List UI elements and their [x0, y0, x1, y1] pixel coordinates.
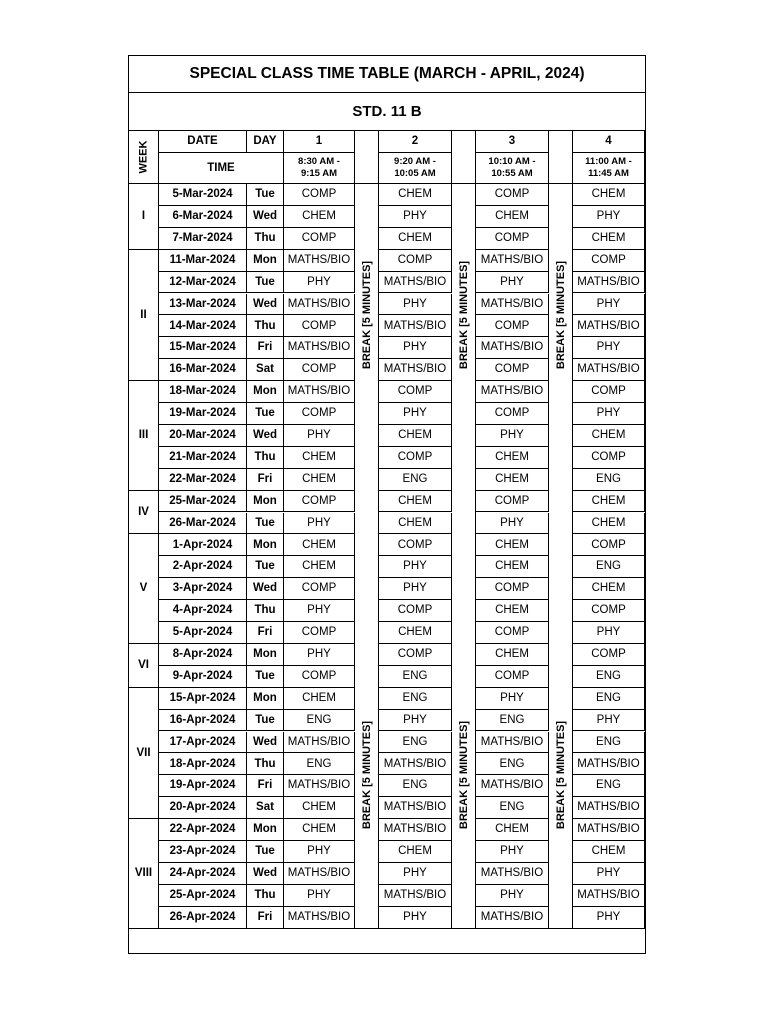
date-cell: 23-Apr-2024: [159, 841, 247, 863]
subject-cell: PHY: [379, 578, 452, 600]
subject-cell: COMP: [379, 447, 452, 469]
subject-cell: ENG: [573, 732, 645, 754]
subject-cell: CHEM: [476, 447, 549, 469]
subject-cell: PHY: [573, 622, 645, 644]
subject-cell: PHY: [284, 425, 355, 447]
day-cell: Thu: [247, 315, 284, 337]
subject-cell: MATHS/BIO: [379, 315, 452, 337]
subject-cell: COMP: [284, 228, 355, 250]
date-cell: 3-Apr-2024: [159, 578, 247, 600]
day-cell: Wed: [247, 863, 284, 885]
subject-cell: ENG: [573, 775, 645, 797]
subject-cell: COMP: [573, 534, 645, 556]
subject-cell: MATHS/BIO: [476, 775, 549, 797]
subject-cell: CHEM: [573, 425, 645, 447]
period-4-time: 11:00 AM - 11:45 AM: [573, 153, 645, 184]
subject-cell: MATHS/BIO: [284, 337, 355, 359]
week-label: I: [129, 184, 159, 250]
subject-cell: PHY: [573, 907, 645, 929]
subject-cell: PHY: [284, 841, 355, 863]
break-label: BREAK [5 MINUTES]: [458, 721, 471, 830]
subject-cell: COMP: [476, 184, 549, 206]
subject-cell: CHEM: [284, 206, 355, 228]
subject-cell: COMP: [573, 381, 645, 403]
subject-cell: COMP: [476, 315, 549, 337]
date-cell: 5-Mar-2024: [159, 184, 247, 206]
subject-cell: PHY: [573, 206, 645, 228]
subject-cell: MATHS/BIO: [573, 797, 645, 819]
subject-cell: MATHS/BIO: [284, 907, 355, 929]
subject-cell: COMP: [379, 250, 452, 272]
subject-cell: COMP: [379, 534, 452, 556]
subject-cell: MATHS/BIO: [573, 315, 645, 337]
page-title: SPECIAL CLASS TIME TABLE (MARCH - APRIL, 2024): [129, 56, 645, 93]
day-cell: Tue: [247, 841, 284, 863]
day-cell: Fri: [247, 622, 284, 644]
day-cell: Fri: [247, 775, 284, 797]
week-label: VIII: [129, 819, 159, 929]
subject-cell: MATHS/BIO: [573, 885, 645, 907]
subject-cell: PHY: [573, 294, 645, 316]
day-cell: Wed: [247, 578, 284, 600]
subject-cell: CHEM: [379, 425, 452, 447]
week-label: V: [129, 534, 159, 644]
day-cell: Mon: [247, 381, 284, 403]
subject-cell: CHEM: [476, 819, 549, 841]
subject-cell: ENG: [476, 710, 549, 732]
date-cell: 1-Apr-2024: [159, 534, 247, 556]
subject-cell: COMP: [284, 403, 355, 425]
date-cell: 13-Mar-2024: [159, 294, 247, 316]
day-cell: Mon: [247, 688, 284, 710]
date-cell: 15-Mar-2024: [159, 337, 247, 359]
week-label: VI: [129, 644, 159, 688]
subject-cell: CHEM: [573, 491, 645, 513]
break-label: BREAK [5 MINUTES]: [361, 261, 374, 370]
subject-cell: MATHS/BIO: [379, 885, 452, 907]
break-column-header: [355, 131, 379, 184]
subject-cell: PHY: [476, 425, 549, 447]
break-column-header: [452, 131, 476, 184]
period-4-header: 4: [573, 131, 645, 153]
subject-cell: MATHS/BIO: [379, 819, 452, 841]
subject-cell: CHEM: [284, 797, 355, 819]
subject-cell: COMP: [284, 315, 355, 337]
subject-cell: MATHS/BIO: [284, 863, 355, 885]
date-cell: 20-Mar-2024: [159, 425, 247, 447]
day-cell: Sat: [247, 359, 284, 381]
day-cell: Mon: [247, 644, 284, 666]
day-cell: Thu: [247, 228, 284, 250]
subject-cell: COMP: [284, 184, 355, 206]
time-header: TIME: [159, 153, 284, 184]
subject-cell: PHY: [476, 688, 549, 710]
date-cell: 2-Apr-2024: [159, 556, 247, 578]
subject-cell: CHEM: [379, 491, 452, 513]
subject-cell: COMP: [476, 491, 549, 513]
subject-cell: ENG: [573, 469, 645, 491]
subject-cell: CHEM: [573, 184, 645, 206]
subject-cell: CHEM: [284, 469, 355, 491]
date-cell: 11-Mar-2024: [159, 250, 247, 272]
subject-cell: MATHS/BIO: [476, 250, 549, 272]
subject-cell: PHY: [379, 907, 452, 929]
period-3-time: 10:10 AM - 10:55 AM: [476, 153, 549, 184]
date-cell: 19-Apr-2024: [159, 775, 247, 797]
day-cell: Fri: [247, 907, 284, 929]
subject-cell: MATHS/BIO: [476, 907, 549, 929]
subject-cell: COMP: [284, 359, 355, 381]
period-2-header: 2: [379, 131, 452, 153]
subject-cell: ENG: [573, 666, 645, 688]
day-cell: Mon: [247, 250, 284, 272]
date-cell: 22-Apr-2024: [159, 819, 247, 841]
subject-cell: PHY: [379, 337, 452, 359]
subject-cell: MATHS/BIO: [284, 294, 355, 316]
day-cell: Thu: [247, 885, 284, 907]
subject-cell: PHY: [379, 863, 452, 885]
date-cell: 18-Apr-2024: [159, 753, 247, 775]
subject-cell: PHY: [476, 885, 549, 907]
date-cell: 14-Mar-2024: [159, 315, 247, 337]
break-label: BREAK [5 MINUTES]: [555, 261, 568, 370]
subject-cell: PHY: [284, 513, 355, 535]
date-cell: 17-Apr-2024: [159, 732, 247, 754]
date-cell: 8-Apr-2024: [159, 644, 247, 666]
date-cell: 26-Apr-2024: [159, 907, 247, 929]
subject-cell: MATHS/BIO: [476, 294, 549, 316]
break-column-header: [549, 131, 573, 184]
subject-cell: CHEM: [573, 578, 645, 600]
subject-cell: MATHS/BIO: [379, 753, 452, 775]
subject-cell: PHY: [476, 272, 549, 294]
subject-cell: PHY: [379, 710, 452, 732]
subject-cell: ENG: [284, 753, 355, 775]
subject-cell: MATHS/BIO: [379, 797, 452, 819]
subject-cell: COMP: [476, 359, 549, 381]
subject-cell: MATHS/BIO: [379, 359, 452, 381]
day-cell: Thu: [247, 753, 284, 775]
subject-cell: CHEM: [476, 206, 549, 228]
subject-cell: ENG: [379, 732, 452, 754]
date-cell: 4-Apr-2024: [159, 600, 247, 622]
subject-cell: MATHS/BIO: [573, 753, 645, 775]
day-cell: Mon: [247, 534, 284, 556]
day-cell: Fri: [247, 469, 284, 491]
subject-cell: CHEM: [284, 556, 355, 578]
subject-cell: CHEM: [573, 513, 645, 535]
subject-cell: PHY: [379, 294, 452, 316]
subject-cell: ENG: [476, 797, 549, 819]
subject-cell: MATHS/BIO: [573, 359, 645, 381]
break-label: BREAK [5 MINUTES]: [555, 721, 568, 830]
day-cell: Wed: [247, 206, 284, 228]
date-cell: 24-Apr-2024: [159, 863, 247, 885]
subject-cell: PHY: [573, 337, 645, 359]
subject-cell: PHY: [476, 513, 549, 535]
subject-cell: PHY: [379, 403, 452, 425]
date-cell: 7-Mar-2024: [159, 228, 247, 250]
period-1-header: 1: [284, 131, 355, 153]
subject-cell: ENG: [573, 688, 645, 710]
subject-cell: CHEM: [379, 228, 452, 250]
date-cell: 22-Mar-2024: [159, 469, 247, 491]
table-footer-row: [129, 924, 645, 953]
day-cell: Wed: [247, 732, 284, 754]
day-cell: Mon: [247, 819, 284, 841]
date-cell: 26-Mar-2024: [159, 513, 247, 535]
date-cell: 20-Apr-2024: [159, 797, 247, 819]
class-subtitle: STD. 11 B: [129, 93, 645, 131]
day-cell: Tue: [247, 666, 284, 688]
day-cell: Tue: [247, 710, 284, 732]
subject-cell: ENG: [379, 775, 452, 797]
subject-cell: CHEM: [573, 228, 645, 250]
subject-cell: ENG: [379, 469, 452, 491]
subject-cell: CHEM: [284, 534, 355, 556]
day-header: DAY: [247, 131, 284, 153]
day-cell: Sat: [247, 797, 284, 819]
subject-cell: PHY: [573, 710, 645, 732]
subject-cell: ENG: [284, 710, 355, 732]
subject-cell: MATHS/BIO: [284, 732, 355, 754]
date-cell: 21-Mar-2024: [159, 447, 247, 469]
date-cell: 25-Mar-2024: [159, 491, 247, 513]
subject-cell: PHY: [284, 600, 355, 622]
subject-cell: PHY: [379, 556, 452, 578]
day-cell: Tue: [247, 403, 284, 425]
date-header: DATE: [159, 131, 247, 153]
day-cell: Wed: [247, 425, 284, 447]
subject-cell: CHEM: [379, 622, 452, 644]
break-label: BREAK [5 MINUTES]: [361, 721, 374, 830]
subject-cell: COMP: [476, 622, 549, 644]
date-cell: 12-Mar-2024: [159, 272, 247, 294]
date-cell: 5-Apr-2024: [159, 622, 247, 644]
day-cell: Mon: [247, 491, 284, 513]
week-label: II: [129, 250, 159, 381]
subject-cell: MATHS/BIO: [573, 272, 645, 294]
subject-cell: ENG: [573, 556, 645, 578]
date-cell: 9-Apr-2024: [159, 666, 247, 688]
period-2-time: 9:20 AM - 10:05 AM: [379, 153, 452, 184]
subject-cell: CHEM: [284, 447, 355, 469]
date-cell: 19-Mar-2024: [159, 403, 247, 425]
timetable-grid: [129, 56, 645, 953]
subject-cell: PHY: [573, 403, 645, 425]
day-cell: Tue: [247, 272, 284, 294]
subject-cell: PHY: [379, 206, 452, 228]
day-cell: Fri: [247, 337, 284, 359]
subject-cell: COMP: [284, 666, 355, 688]
subject-cell: COMP: [284, 578, 355, 600]
subject-cell: COMP: [573, 447, 645, 469]
date-cell: 16-Mar-2024: [159, 359, 247, 381]
subject-cell: MATHS/BIO: [573, 819, 645, 841]
subject-cell: COMP: [379, 600, 452, 622]
subject-cell: COMP: [573, 250, 645, 272]
day-cell: Tue: [247, 556, 284, 578]
week-header-label: WEEK: [137, 140, 150, 174]
subject-cell: PHY: [284, 644, 355, 666]
subject-cell: COMP: [476, 578, 549, 600]
date-cell: 16-Apr-2024: [159, 710, 247, 732]
period-3-header: 3: [476, 131, 549, 153]
subject-cell: CHEM: [476, 534, 549, 556]
subject-cell: ENG: [476, 753, 549, 775]
subject-cell: COMP: [573, 600, 645, 622]
subject-cell: CHEM: [284, 688, 355, 710]
subject-cell: ENG: [379, 688, 452, 710]
subject-cell: PHY: [284, 272, 355, 294]
day-cell: Thu: [247, 600, 284, 622]
week-header: [129, 131, 159, 184]
subject-cell: MATHS/BIO: [476, 337, 549, 359]
subject-cell: MATHS/BIO: [284, 250, 355, 272]
subject-cell: COMP: [476, 403, 549, 425]
subject-cell: CHEM: [476, 644, 549, 666]
date-cell: 18-Mar-2024: [159, 381, 247, 403]
subject-cell: COMP: [284, 491, 355, 513]
timetable-sheet: [128, 55, 646, 954]
subject-cell: COMP: [476, 228, 549, 250]
subject-cell: CHEM: [284, 819, 355, 841]
subject-cell: COMP: [379, 381, 452, 403]
date-cell: 15-Apr-2024: [159, 688, 247, 710]
week-label: IV: [129, 491, 159, 535]
subject-cell: MATHS/BIO: [476, 381, 549, 403]
subject-cell: MATHS/BIO: [476, 732, 549, 754]
subject-cell: COMP: [476, 666, 549, 688]
day-cell: Tue: [247, 184, 284, 206]
subject-cell: PHY: [476, 841, 549, 863]
subject-cell: CHEM: [379, 513, 452, 535]
subject-cell: CHEM: [379, 841, 452, 863]
subject-cell: COMP: [284, 622, 355, 644]
day-cell: Tue: [247, 513, 284, 535]
break-label: BREAK [5 MINUTES]: [458, 261, 471, 370]
week-label: III: [129, 381, 159, 491]
subject-cell: CHEM: [476, 556, 549, 578]
subject-cell: COMP: [379, 644, 452, 666]
date-cell: 6-Mar-2024: [159, 206, 247, 228]
date-cell: 25-Apr-2024: [159, 885, 247, 907]
subject-cell: CHEM: [573, 841, 645, 863]
period-1-time: 8:30 AM - 9:15 AM: [284, 153, 355, 184]
subject-cell: PHY: [284, 885, 355, 907]
day-cell: Wed: [247, 294, 284, 316]
subject-cell: MATHS/BIO: [284, 381, 355, 403]
subject-cell: MATHS/BIO: [284, 775, 355, 797]
subject-cell: CHEM: [476, 600, 549, 622]
subject-cell: COMP: [573, 644, 645, 666]
subject-cell: MATHS/BIO: [379, 272, 452, 294]
day-cell: Thu: [247, 447, 284, 469]
subject-cell: CHEM: [379, 184, 452, 206]
week-label: VII: [129, 688, 159, 819]
subject-cell: ENG: [379, 666, 452, 688]
subject-cell: PHY: [573, 863, 645, 885]
subject-cell: MATHS/BIO: [476, 863, 549, 885]
subject-cell: CHEM: [476, 469, 549, 491]
